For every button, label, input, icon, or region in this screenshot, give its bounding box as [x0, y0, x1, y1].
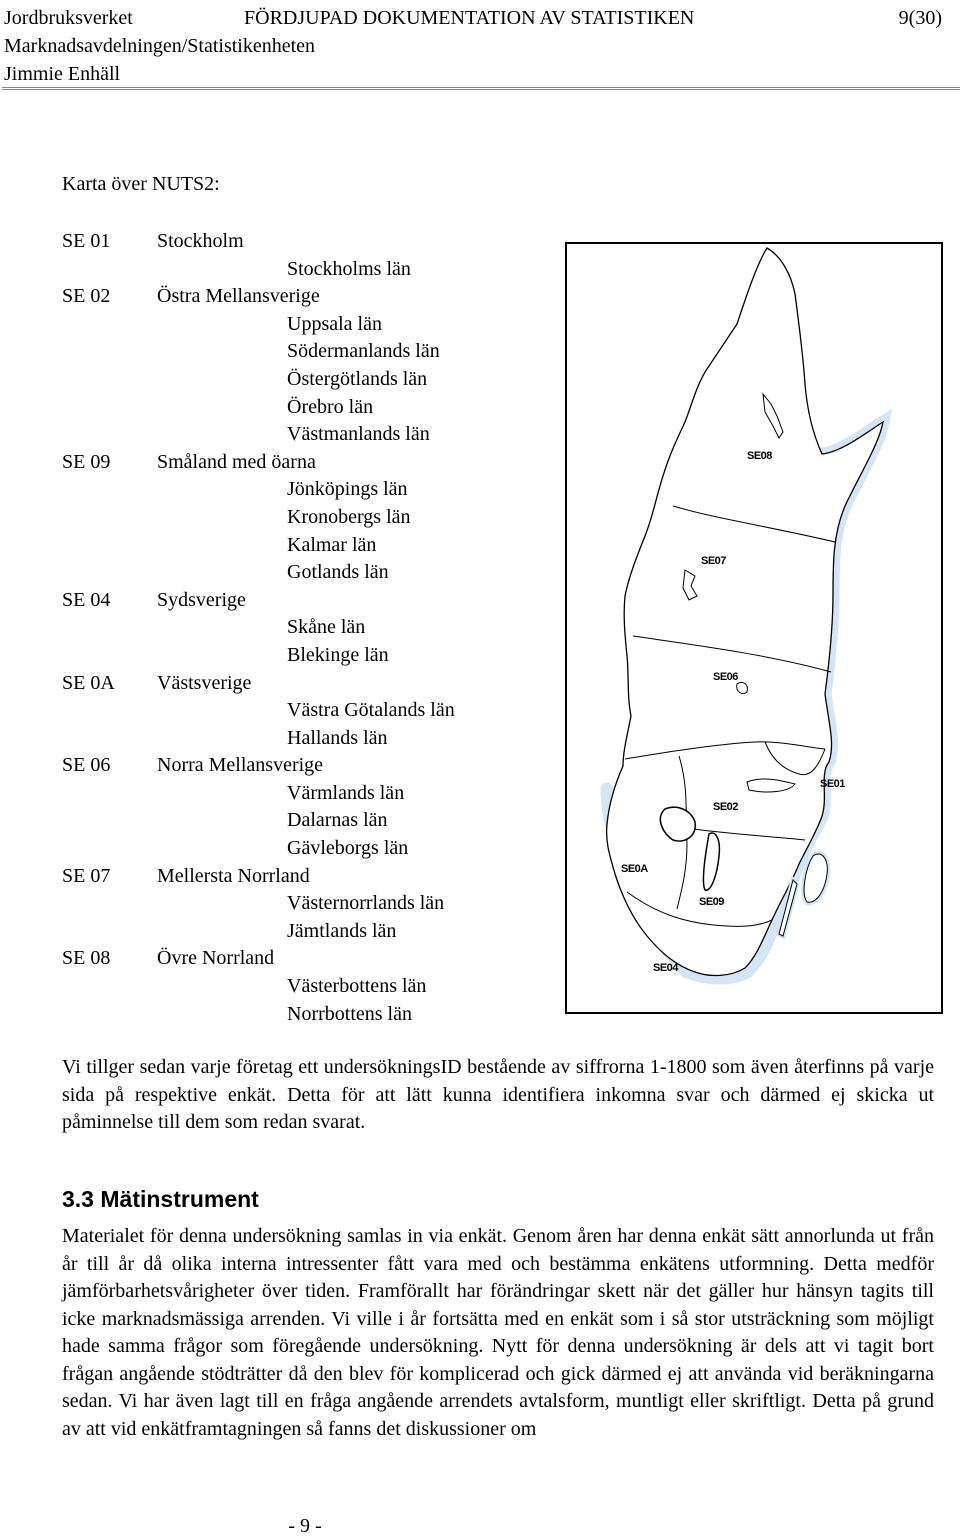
map-intro: Karta över NUTS2:	[62, 173, 220, 195]
map-label-se07: SE07	[701, 555, 726, 567]
map-label-se06: SE06	[713, 671, 738, 683]
region-code: SE 01	[62, 230, 111, 252]
header-author: Jimmie Enhäll	[4, 63, 121, 85]
header-dept: Marknadsavdelningen/Statistikenheten	[4, 35, 316, 57]
header-org: Jordbruksverket	[4, 7, 133, 29]
map-label-se04: SE04	[653, 962, 678, 974]
region-name: Stockholm	[157, 230, 244, 252]
header-doc-title: FÖRDJUPAD DOKUMENTATION AV STATISTIKEN	[244, 7, 695, 29]
county-name: Västmanlands län	[287, 423, 430, 446]
county-name: Värmlands län	[287, 781, 405, 804]
nuts-map	[565, 242, 943, 1014]
region-code: SE 08	[62, 947, 111, 970]
region-name: Övre Norrland	[157, 947, 275, 970]
map-label-se09: SE09	[699, 896, 724, 908]
paragraph-survey-id: Vi tillger sedan varje företag ett undersökningsID bestående av siffrorna 1-1800 som även återfinns på varje sida på respektive enkät. Detta för att lätt kunna identifiera inkomna svar och därmed ej skicka ut påminnelse till dem som redan svarat.	[62, 1056, 934, 1133]
region-name: Småland med öarna	[157, 450, 316, 473]
county-name: Örebro län	[287, 395, 374, 418]
county-name: Kalmar län	[287, 533, 377, 556]
county-name: Västerbottens län	[287, 975, 427, 998]
region-code: SE 07	[62, 864, 111, 887]
county-name: Jönköpings län	[287, 478, 408, 501]
region-name: Sydsverige	[157, 588, 246, 611]
lake-siljan	[737, 682, 748, 693]
county-name: Gotlands län	[287, 561, 389, 584]
county-name: Uppsala län	[287, 312, 382, 335]
county-name: Norrbottens län	[287, 1002, 412, 1025]
region-code: SE 02	[62, 285, 111, 308]
region-name: Västsverige	[157, 671, 252, 694]
county-name: Gävleborgs län	[287, 837, 409, 860]
region-code: SE 06	[62, 754, 111, 777]
sweden-map-svg	[567, 244, 941, 1012]
region-name: Östra Mellansverige	[157, 285, 320, 308]
map-label-se02: SE02	[713, 801, 738, 813]
county-name: Södermanlands län	[287, 340, 440, 363]
region-code: SE 09	[62, 450, 111, 473]
county-name: Skåne län	[287, 616, 366, 639]
county-name: Hallands län	[287, 726, 388, 749]
header-page-ref: 9(30)	[898, 7, 942, 29]
region-name: Mellersta Norrland	[157, 864, 310, 887]
section-title: 3.3 Mätinstrument	[62, 1186, 259, 1212]
map-label-se0a: SE0A	[621, 863, 648, 875]
region-code: SE 04	[62, 588, 111, 611]
region-code: SE 0A	[62, 671, 115, 694]
region-name: Norra Mellansverige	[157, 754, 324, 777]
page-number: - 9 -	[288, 1515, 322, 1537]
county-name: Stockholms län	[287, 257, 411, 280]
county-name: Dalarnas län	[287, 809, 388, 832]
county-name: Västernorrlands län	[287, 892, 445, 915]
page-footer	[0, 1515, 960, 1538]
county-name: Blekinge län	[287, 643, 389, 666]
county-name: Jämtlands län	[287, 919, 397, 942]
header-divider	[2, 87, 960, 90]
map-label-se01: SE01	[820, 778, 845, 790]
sweden-outline	[607, 248, 883, 975]
county-name: Västra Götalands län	[287, 699, 455, 722]
county-name: Östergötlands län	[287, 367, 428, 390]
county-name: Kronobergs län	[287, 505, 411, 528]
paragraph-instrument: Materialet för denna undersökning samlas in via enkät. Genom åren har denna enkät sätt annorlunda ut från år till år då olika interna intressenter fått vara med och bestämma enkätens utformning. Detta medför jämförbarhetsvårigheter över tiden. Framförallt har förändringar skett när det gäller hur hänsyn tagits till icke marknadsmässiga arrenden. Vi ville i år fortsätta med en enkät som i så stor utsträckning som möjligt hade samma frågor som föregående undersökning. Nytt för denna undersökning är dels att vi tagit bort frågan angående stödträtter då den blev för komplicerad och gick därmed ej att använda vid beräkningarna sedan. Vi har även lagt till en fråga angående arrendets avtalsform, muntligt eller skriftligt. Detta på grund av att vid enkätframtagningen så fanns det diskussioner om	[62, 1225, 934, 1440]
map-label-se08: SE08	[747, 450, 772, 462]
